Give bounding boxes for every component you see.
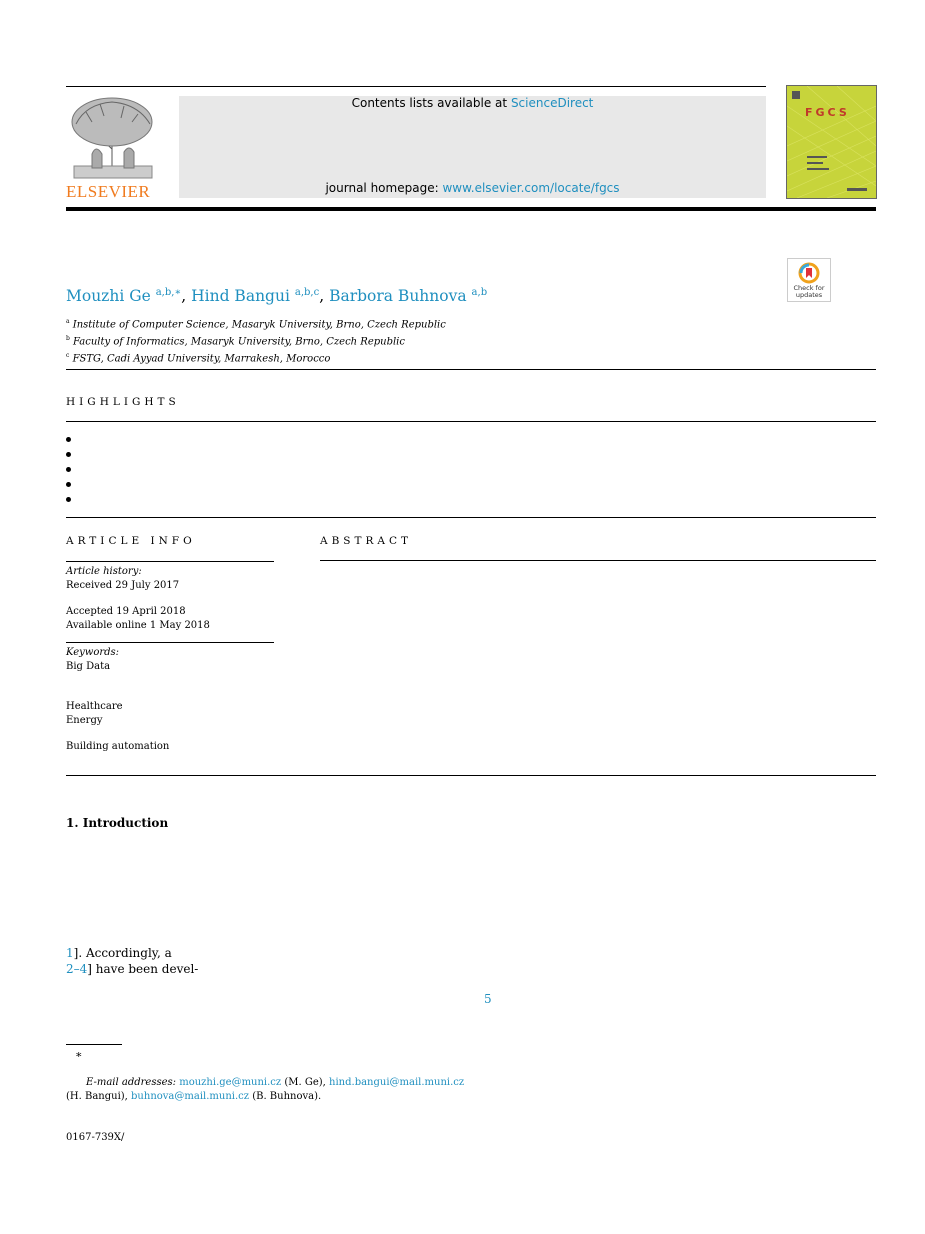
keyword-item: Energy: [66, 714, 103, 726]
article-info-heading: ARTICLE INFO: [66, 535, 196, 547]
divider: [66, 517, 876, 518]
check-for-updates-badge[interactable]: Check for updates: [787, 258, 831, 302]
elsevier-logo: [66, 94, 160, 200]
highlight-bullet: [66, 482, 71, 487]
author-affiliation-marks[interactable]: a,b: [471, 287, 488, 298]
journal-cover: [786, 85, 877, 199]
affiliation-item: $^a$ Institute of Computer Science, Masaryk University, Brno, Czech Republic: [66, 318, 446, 331]
keywords: Keywords: Big Data Healthcare Energy Building automation: [66, 647, 170, 752]
keyword-item: Building automation: [66, 741, 170, 752]
email-link[interactable]: buhnova@mail.muni.cz: [131, 1090, 250, 1102]
contents-line: Contents lists available at ScienceDirect: [351, 96, 594, 110]
highlight-bullet: [66, 437, 71, 442]
reference-link[interactable]: 2: [66, 962, 74, 976]
divider: [66, 421, 876, 422]
reference-link[interactable]: 5: [484, 992, 492, 1006]
keyword-item: Big Data: [66, 660, 111, 672]
email-link[interactable]: hind.bangui@mail.muni.cz: [329, 1077, 465, 1088]
reference-link[interactable]: 4: [79, 962, 88, 976]
footnote-emails: E-mail addresses: mouzhi.ge@muni.cz (M. Ge), hind.bangui@mail.muni.cz (H. Bangui), buhnova@mail.muni.cz (B. Buhnova).: [66, 1077, 465, 1102]
email-link[interactable]: mouzhi.ge@muni.cz: [179, 1077, 282, 1088]
check-updates-icon: [797, 262, 821, 284]
abstract-heading: ABSTRACT: [320, 535, 413, 547]
article-history: Article history: Received 29 July 2017 Accepted 19 April 2018 Available online 1 May 2018: [66, 566, 210, 631]
affiliation-item: $^b$ Faculty of Informatics, Masaryk University, Brno, Czech Republic: [66, 334, 405, 348]
affiliation-list: [66, 315, 446, 365]
divider: [66, 561, 274, 562]
header-thick-rule: [66, 207, 876, 211]
highlights-heading: HIGHLIGHTS: [66, 396, 180, 408]
issn: 0167-739X/: [66, 1132, 125, 1143]
divider: [66, 775, 876, 776]
author-name[interactable]: Hind Bangui: [191, 287, 290, 306]
journal-banner: [179, 96, 766, 198]
sciencedirect-link[interactable]: ScienceDirect: [510, 96, 594, 110]
elsevier-wordmark: ELSEVIER: [66, 182, 151, 201]
divider: [66, 369, 876, 370]
highlight-bullet: [66, 497, 71, 502]
section-heading: 1. Introduction: [66, 816, 169, 830]
homepage-line: journal homepage: www.elsevier.com/locate/fgcs: [325, 181, 620, 195]
keyword-item: Healthcare: [66, 701, 123, 712]
divider: [66, 642, 274, 643]
author-name[interactable]: Mouzhi Ge: [66, 287, 151, 306]
footnote-star: ∗: [75, 1048, 83, 1061]
affiliation-item: $^c$ FSTG, Cadi Ayyad University, Marrakesh, Morocco: [66, 351, 331, 364]
author-list: Mouzhi Ge $^{a,b,∗}$, Hind Bangui $^{a,b,c}$, Barbora Buhnova $^{a,b}$: [66, 287, 488, 306]
journal-homepage-link[interactable]: www.elsevier.com/locate/fgcs: [442, 181, 620, 195]
body-line: 1]. Accordingly, a: [66, 946, 172, 960]
divider: [320, 560, 876, 561]
author-affiliation-marks[interactable]: a,b,c: [294, 287, 320, 298]
highlight-bullet: [66, 467, 71, 472]
highlight-bullet: [66, 452, 71, 457]
header-top-rule: [66, 86, 766, 87]
cover-pattern-icon: [787, 86, 876, 198]
reference-link[interactable]: 1: [66, 946, 74, 960]
body-line: 2–4] have been devel-: [66, 962, 199, 976]
author-affiliation-marks[interactable]: a,b,∗: [155, 287, 182, 298]
author-name[interactable]: Barbora Buhnova: [329, 287, 467, 306]
cover-title: FGCS: [805, 106, 850, 119]
elsevier-tree-icon: [66, 94, 160, 180]
footnote-rule: [66, 1044, 122, 1045]
